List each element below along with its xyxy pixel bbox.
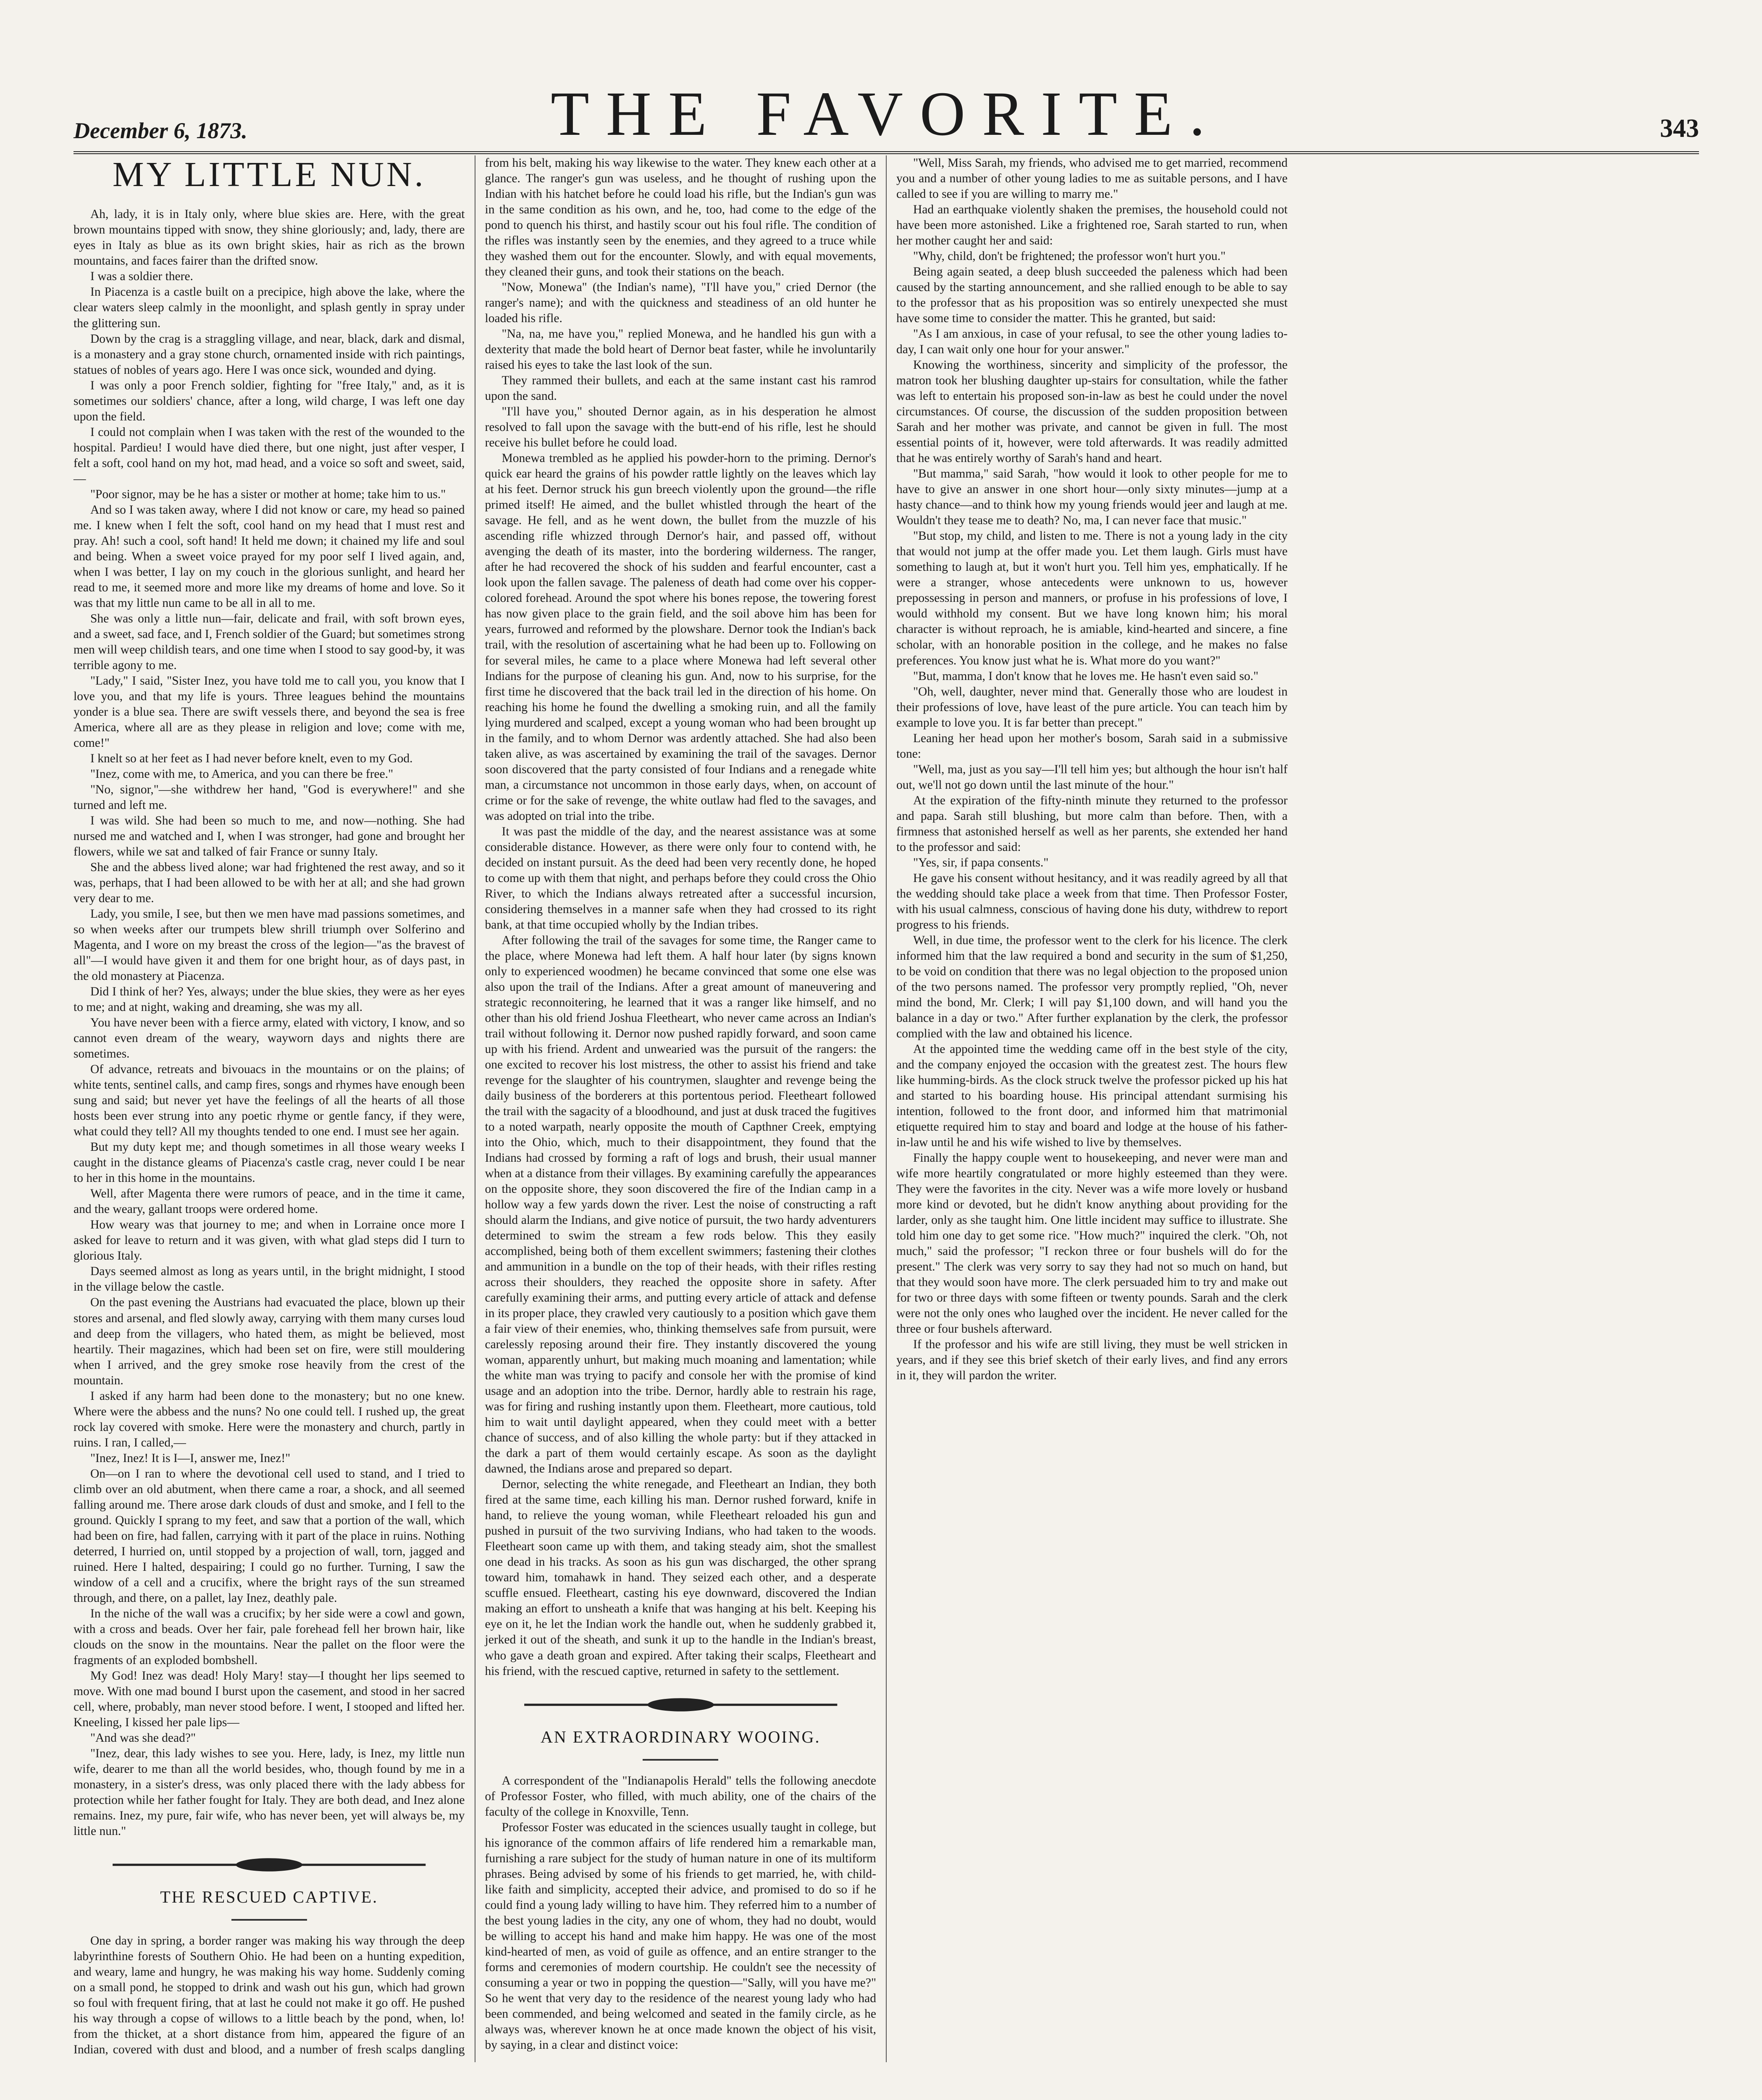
- article-paragraph: "And was she dead?": [90, 1731, 196, 1745]
- article-paragraph: One day in spring, a border ranger was making his way through the deep labyrinthine forests of Southern Ohio. He had been on a hunting expedition, and weary, lame and hungry, he was making his way home. Suddenly coming on a small pond, he stopped to drink and wash out his gun, which had grown so foul with frequent firing, that at last he could not make it go off. He pushed his way through a copse of willows to a little beach by the pond, when, lo! from the thicket, at a short distance from him, appeared the figure of an Indian, covered with dust and blood, and a number of fresh scalps dangling from his belt, making his way likewise to the water. They knew each other at a glance. The ranger's gun was useless, and he thought of rushing upon the Indian with his hatchet before he could load his rifle, but the Indian's gun was in the same condition as his own, and he, too, had come to the edge of the pond to quench his thirst, and hastily scour out his foul rifle. The condition of the rifles was instantly seen by the enemies, and they agreed to a truce while they washed them out for the encounter. Slowly, and with equal movements, they cleaned their guns, and took their stations on the beach.: [74, 156, 876, 2057]
- article-paragraph: "As I am anxious, in case of your refusal, to see the other young ladies to-day, I can wait only one hour for your answer.": [896, 327, 1288, 357]
- article-paragraph: Professor Foster was educated in the sciences usually taught in college, but his ignorance of the common affairs of life rendered him a remarkable man, furnishing a rare subject for the study of human nature in one of its multiform phrases. Being advised by some of his friends to get married, he, with child-like faith and simplicity, accepted their advice, and promised to do so if he could find a young lady willing to have him. They referred him to a number of the best young ladies in the city, any one of whom, they had no doubt, would be willing to accept his hand and make him happy. He was one of the most kind-hearted of men, as void of guile as offence, and an entire stranger to the forms and ceremonies of modern courtship. He couldn't see the necessity of consuming a year or two in popping the question—"Sally, will you have me?" So he went that very day to the residence of the nearest young lady who had been commended, and being welcomed and seated in the family circle, as he always was, wherever known he at once made known the object of his visit, by saying, in a clear and distinct voice:: [485, 1820, 876, 2052]
- article-columns: [74, 155, 1699, 2062]
- article-paragraph: On—on I ran to where the devotional cell used to stand, and I tried to climb over an old abutment, when there came a roar, a shock, and all seemed falling around me. There arose dark clouds of dust and smoke, and I fell to the ground. Quickly I sprang to my feet, and saw that a portion of the wall, which had been on fire, had fallen, carrying with it part of the place in ruins. Nothing deterred, I hurried on, until stopped by a projection of wall, torn, jagged and ruined. Here I halted, despairing; I could go no further. Turning, I saw the window of a cell and a crucifix, where the bright rays of the sun streamed through, and there, on a pallet, lay Inez, deathly pale.: [74, 1467, 465, 1605]
- article-paragraph: Lady, you smile, I see, but then we men have mad passions sometimes, and so when weeks after our trumpets blew shrill triumph over Solferino and Magenta, and I wore on my breast the cross of the legion—"as the bravest of all"—I would have given it and them for one bright hour, as of days past, in the old monastery at Piacenza.: [74, 907, 465, 983]
- masthead: [74, 71, 1699, 154]
- article-paragraph: "Inez, dear, this lady wishes to see you. Here, lady, is Inez, my little nun wife, dearer to me than all the world besides, who, though found by me in a monastery, in a sister's dress, was only placed there with the lady abbess for protection while her father fought for Italy. They are both dead, and Inez alone remains. Inez, my pure, fair wife, who has never been, yet will always be, my little nun.": [74, 1746, 465, 1838]
- article-paragraph: If the professor and his wife are still living, they must be well stricken in years, and if they see this brief sketch of their early lives, and find any errors in it, they will pardon the writer.: [896, 1338, 1288, 1383]
- title-rule: [231, 1919, 307, 1921]
- article-title: MY LITTLE NUN.: [112, 155, 426, 194]
- article-paragraph: Did I think of her? Yes, always; under the blue skies, they were as her eyes to me; and at night, waking and dreaming, she was my all.: [74, 985, 465, 1014]
- article-paragraph: "Yes, sir, if papa consents.": [913, 856, 1049, 869]
- article-paragraph: He gave his consent without hesitancy, and it was readily agreed by all that the wedding should take place a week from that time. Then Professor Foster, with his usual calmness, conscious of having done his duty, withdrew to report progress to his friends.: [896, 871, 1288, 932]
- article-paragraph: I was a soldier there.: [90, 270, 193, 284]
- article-paragraph: At the expiration of the fifty-ninth minute they returned to the professor and papa. Sarah still blushing, but more calm than before. Then, with a firmness that astonished herself as well as her parents, she extended her hand to the professor and said:: [896, 793, 1288, 854]
- article-paragraph: "Lady," I said, "Sister Inez, you have told me to call you, you know that I love you, and that my life is yours. Three leagues behind the mountains yonder is a blue sea. There are swift vessels there, and beyond the sea is free America, where all are as they please in religion and love; come with me, come!": [74, 674, 465, 750]
- article-paragraph: "Na, na, me have you," replied Monewa, and he handled his gun with a dexterity that made the bold heart of Dernor beat faster, while he involuntarily raised his eyes to take the last look of the sun.: [485, 327, 876, 372]
- article-paragraph: Days seemed almost as long as years until, in the bright midnight, I stood in the village below the castle.: [74, 1265, 465, 1294]
- article-paragraph: "Inez, Inez! It is I—I, answer me, Inez!": [90, 1451, 291, 1465]
- article-paragraph: How weary was that journey to me; and when in Lorraine once more I asked for leave to return and it was given, with what glad steps did I turn to glorious Italy.: [74, 1218, 465, 1263]
- article-title: AN EXTRAORDINARY WOOING.: [541, 1727, 821, 1746]
- article-paragraph: "But stop, my child, and listen to me. There is not a young lady in the city that would not jump at the offer made you. Let them laugh. Girls must have something to laugh at, but it won't hurt you. Tell him yes, emphatically. If he were a stranger, whose antecedents were unknown to us, however prepossessing in person and manners, or profuse in his professions of love, I would withhold my consent. But we have long known him; his moral character is without reproach, he is amiable, kind-hearted and sincere, a fine scholar, with an honorable position in the college, and he makes no false preferences. You know just what he is. What more do you want?": [896, 529, 1288, 667]
- article-paragraph: Being again seated, a deep blush succeeded the paleness which had been caused by the starting announcement, and she rallied enough to be able to say to the professor that as his proposition was so entirely unexpected she must have some time to consider the matter. This he granted, but said:: [896, 265, 1288, 326]
- issue-date: December 6, 1873.: [74, 118, 247, 143]
- title-rule: [643, 1759, 718, 1761]
- article-paragraph: Leaning her head upon her mother's bosom, Sarah said in a submissive tone:: [896, 731, 1288, 761]
- article-paragraph: I was only a poor French soldier, fighting for "free Italy," and, as it is sometimes our soldiers' chance, after a long, wild charge, I was left one day upon the field.: [74, 378, 465, 423]
- article-paragraph: At the appointed time the wedding came off in the best style of the city, and the company enjoyed the occasion with the greatest zest. The hours flew like humming-birds. As the clock struck twelve the professor picked up his hat and started to his boarding house. His principal attendant surmising his intention, followed to the front door, and informed him that matrimonial etiquette required him to stay and board and lodge at the house of his father-in-law until he and his wife wished to live by themselves.: [896, 1042, 1288, 1149]
- article-paragraph: Finally the happy couple went to housekeeping, and never were man and wife more heartily congratulated or more highly esteemed than they were. They were the favorites in the city. Never was a wife more lovely or husband more kind or devoted, but he didn't know anything about providing for the larder, only as she taught him. One little incident may suffice to illustrate. She told him one day to get some rice. "How much?" inquired the clerk. "Oh, not much," said the professor; "I reckon three or four bushels will do for the present." The clerk was very sorry to say they had not so much on hand, but that they would soon have more. The clerk persuaded him to try and make out for two or three days with some fifteen or twenty pounds. Sarah and the clerk were not the only ones who laughed over the incident. He never called for the three or four bushels afterward.: [896, 1151, 1288, 1336]
- article-paragraph: She and the abbess lived alone; war had frightened the rest away, and so it was, perhaps, that I had been allowed to be with her at all; and she had grown very dear to me.: [74, 861, 465, 906]
- article-paragraph: "Inez, come with me, to America, and you can there be free.": [90, 767, 394, 781]
- article-paragraph: "But mamma," said Sarah, "how would it look to other people for me to have to give an answer in one short hour—only sixty minutes—jump at a hasty chance—and to think how my young friends would jeer and laugh at me. Wouldn't they tease me to death? No, ma, I can never face that music.": [896, 467, 1288, 528]
- article-paragraph: "But, mamma, I don't know that he loves me. He hasn't even said so.": [913, 669, 1259, 683]
- article-paragraph: Monewa trembled as he applied his powder-horn to the priming. Dernor's quick ear heard the grains of his powder rattle lightly on the leaves which lay at his feet. Dernor struck his gun breech violently upon the ground—the rifle primed itself! He aimed, and the bullet whistled through the heart of the savage. He fell, and as he went down, the bullet from the muzzle of his ascending rifle whizzed through Dernor's hair, and passed off, without avenging the death of its master, into the bordering wilderness. The ranger, after he had recovered the shock of his sudden and fearful encounter, cast a look upon the fallen savage. The paleness of death had come over his copper-colored forehead. Around the spot where his bones repose, the towering forest has now given place to the grain field, and the soil above him has been for years, furrowed and reformed by the plowshare. Dernor took the Indian's back trail, with the resolution of ascertaining what he had been up to. Following on for several miles, he came to a place where Monewa had left several other Indians for the purpose of cleaning his gun. And, now to his surprise, for the first time he discovered that the back trail led in the direction of his home. On reaching his home he found the dwelling a smoking ruin, and all the family lying murdered and scalped, except a young woman who had been brought up in the family, and to whom Dernor was ardently attached. She had also been taken alive, as was ascertained by examining the trail of the savages. Dernor soon discovered that the party consisted of four Indians and a renegade white man, a circumstance not uncommon in those early days, when, on account of crime or for the sake of revenge, the white outlaw had fled to the savages, and was adopted on trial into the tribe.: [485, 452, 876, 823]
- ornamental-rule: [74, 1850, 465, 1880]
- article-paragraph: Ah, lady, it is in Italy only, where blue skies are. Here, with the great brown mountains tipped with snow, they shine gloriously; and, lady, there are eyes in Italy as blue as its own bright skies, hair as rich as the brown mountains, and faces fairer than the drifted snow.: [74, 207, 465, 268]
- article-paragraph: In the niche of the wall was a crucifix; by her side were a cowl and gown, with a cross and beads. Over her fair, pale forehead fell her brown hair, like clouds on the snow in the mountains. Near the pallet on the floor were the fragments of an exploded bombshell.: [74, 1606, 465, 1667]
- article-paragraph: "Why, child, don't be frightened; the professor won't hurt you.": [913, 249, 1226, 263]
- article-paragraph: "Poor signor, may be he has a sister or mother at home; take him to us.": [90, 487, 446, 501]
- article-paragraph: My God! Inez was dead! Holy Mary! stay—I thought her lips seemed to move. With one mad bound I burst upon the casement, and stood in her sacred cell, where, probably, man never stood before. I went, I stooped and lifted her. Kneeling, I kissed her pale lips—: [74, 1669, 465, 1729]
- article-paragraph: I could not complain when I was taken with the rest of the wounded to the hospital. Pardieu! I would have died there, but one night, just after vesper, I felt a soft, cool hand on my hot, mad head, and a voice so soft and sweet, said,—: [74, 425, 465, 486]
- article-paragraph: I asked if any harm had been done to the monastery; but no one knew. Where were the abbess and the nuns? No one could tell. I rushed up, the great rock lay covered with smoke. Here were the monastery and church, partly in ruins. I ran, I called,—: [74, 1389, 465, 1449]
- article-paragraph: "No, signor,"—she withdrew her hand, "God is everywhere!" and she turned and left me.: [74, 782, 465, 812]
- article-paragraph: Had an earthquake violently shaken the premises, the household could not have been more astonished. Like a frightened roe, Sarah started to run, when her mother caught her and said:: [896, 203, 1288, 248]
- article-paragraph: Down by the crag is a straggling village, and near, black, dark and dismal, is a monastery and a gray stone church, ornamented inside with rich paintings, statues of nobles of years ago. Here I was once sick, wounded and dying.: [74, 332, 465, 377]
- article-paragraph: I knelt so at her feet as I had never before knelt, even to my God.: [90, 751, 413, 765]
- article-paragraph: "I'll have you," shouted Dernor again, as in his desperation he almost resolved to fall upon the savage with the butt-end of his rifle, lest he should receive his bullet before he could load.: [485, 405, 876, 450]
- article-paragraph: A correspondent of the "Indianapolis Herald" tells the following anecdote of Professor Foster, who filled, with much ability, one of the chairs of the faculty of the college in Knoxville, Tenn.: [485, 1774, 876, 1819]
- article-paragraph: But my duty kept me; and though sometimes in all those weary weeks I caught in the distance gleams of Piacenza's castle crag, never could I be near to her in this home in the mountains.: [74, 1140, 465, 1185]
- article-paragraph: Of advance, retreats and bivouacs in the mountains or on the plains; of white tents, sentinel calls, and camp fires, songs and rhymes have enough been sung and said; but never yet have the feelings of all the hearts of all those hosts been ever strung into any poetic rhyme or gentle fancy, if they were, what could they tell? All my thoughts tended to one end. I must see her again.: [74, 1063, 465, 1139]
- article-paragraph: "Well, Miss Sarah, my friends, who advised me to get married, recommend you and a number of other young ladies to me as suitable persons, and I have called to see if you are willing to marry me.": [896, 156, 1288, 201]
- article-paragraph: "Well, ma, just as you say—I'll tell him yes; but although the hour isn't half out, we'll not go down until the last minute of the hour.": [896, 762, 1288, 792]
- article-paragraph: Dernor, selecting the white renegade, and Fleetheart an Indian, they both fired at the same time, each killing his man. Dernor rushed forward, knife in hand, to relieve the young woman, while Fleetheart reloaded his gun and pushed in pursuit of the two surviving Indians, who had taken to the woods. Fleetheart soon came up with them, and taking steady aim, shot the smallest one dead in his tracks. As soon as his gun was discharged, the other sprang toward him, tomahawk in hand. They seized each other, and a desperate scuffle ensued. Fleetheart, casting his eye downward, discovered the Indian making an effort to unsheath a knife that was hanging at his belt. Keeping his eye on it, he let the Indian work the handle out, when he suddenly grabbed it, jerked it out of the sheath, and sunk it up to the handle in the Indian's breast, who gave a death groan and expired. After taking their scalps, Fleetheart and his friend, with the rescued captive, returned in safety to the settlement.: [485, 1478, 876, 1678]
- article-title: THE RESCUED CAPTIVE.: [160, 1887, 378, 1907]
- article-paragraph: She was only a little nun—fair, delicate and frail, with soft brown eyes, and a sweet, sad face, and I, French soldier of the Guard; but sometimes strong men will weep childish tears, and one time when I stood to say good-by, it was terrible agony to me.: [74, 612, 465, 672]
- newspaper-title: THE FAVORITE.: [551, 79, 1222, 149]
- article-paragraph: Well, in due time, the professor went to the clerk for his licence. The clerk informed him that the law required a bond and security in the sum of $1,250, to be void on condition that there was no legal objection to the proposed union of the two persons named. The professor very promptly replied, "Oh, never mind the bond, Mr. Clerk; I will pay $1,100 down, and will hand you the balance in a day or two." After further explanation by the clerk, the professor complied with the law and obtained his licence.: [896, 933, 1288, 1040]
- article-paragraph: You have never been with a fierce army, elated with victory, I know, and so cannot even dream of the weary, wayworn days and nights there are sometimes.: [74, 1016, 465, 1061]
- article-paragraph: "Oh, well, daughter, never mind that. Generally those who are loudest in their professions of love, have least of the pure article. You can teach him by example to love you. It is far better than precept.": [896, 685, 1288, 730]
- article-paragraph: I was wild. She had been so much to me, and now—nothing. She had nursed me and watched and I, when I was stronger, had gone and brought her flowers, while we sat and talked of fair France or sunny Italy.: [74, 814, 465, 859]
- page-number: 343: [1660, 114, 1699, 143]
- article-my-little-nun: [74, 207, 465, 1839]
- ornamental-rule: [485, 1690, 877, 1719]
- article-paragraph: In Piacenza is a castle built on a precipice, high above the lake, where the clear waters sleep calmly in the moonlight, and splash gently in spray under the glittering sun.: [74, 285, 465, 330]
- article-paragraph: They rammed their bullets, and each at the same instant cast his ramrod upon the sand.: [485, 374, 876, 403]
- article-paragraph: "Now, Monewa" (the Indian's name), "I'll have you," cried Dernor (the ranger's name); and with the quickness and steadiness of an old hunter he loaded his rifle.: [485, 281, 876, 326]
- article-paragraph: It was past the middle of the day, and the nearest assistance was at some considerable distance. However, as there were only four to contend with, he decided on instant pursuit. As the deed had been very recently done, he hoped to come up with them that night, and perhaps before they could cross the Ohio River, to which the Indians always retreated after a successful incursion, considering themselves in a manner safe when they had crossed to its right bank, at that time occupied wholly by the Indian tribes.: [485, 824, 876, 932]
- article-paragraph: Well, after Magenta there were rumors of peace, and in the time it came, and the weary, gallant troops were ordered home.: [74, 1187, 465, 1216]
- article-paragraph: After following the trail of the savages for some time, the Ranger came to the place, where Monewa had left them. A half hour later (by signs known only to experienced woodmen) he became convinced that some one else was also upon the trail of the Indians. After a great amount of maneuvering and strategic reconnoitering, he learned that it was a ranger like himself, and no other than his old friend Joshua Fleetheart, who never came across an Indian's trail without following it. Dernor now pushed rapidly forward, and soon came up with his friend. Ardent and unwearied was the pursuit of the rangers: the one excited to recover his lost mistress, the other to assist his friend and take revenge for the slaughter of his countrymen, slaughter and revenge being the daily business of the borderers at this portentous period. Fleetheart followed the trail with the sagacity of a bloodhound, and just at dusk traced the fugitives to a noted warpath, nearly opposite the mouth of Capthner Creek, emptying into the Ohio, which, much to their disappointment, they found that the Indians had crossed by forming a raft of logs and brush, their usual manner when at a distance from their villages. By examining carefully the appearances on the opposite shore, they soon discovered the fire of the Indian camp in a hollow way a few yards down the river. Lest the noise of constructing a raft should alarm the Indians, and give notice of pursuit, the two hardy adventurers determined to swim the stream a few rods below. This they easily accomplished, being both of them excellent swimmers; fastening their clothes and ammunition in a bundle on the top of their heads, with their rifles resting across their shoulders, they reached the opposite shore in safety. After carefully examining their arms, and putting every article of attack and defense in its proper place, they crawled very cautiously to a position which gave them a fair view of their enemies, who, thinking themselves safe from pursuit, were carelessly reposing around their fire. They instantly discovered the young woman, apparently unhurt, but making much moaning and lamentation; while the white man was trying to pacify and console her with the promise of kind usage and an adoption into the tribe. Dernor, hardly able to restrain his rage, was for firing and rushing instantly upon them. Fleetheart, more cautious, told him to wait until daylight appeared, when they could meet with a better chance of success, and of also killing the whole party: but if they attacked in the dark a part of them would certainly escape. As soon as the daylight dawned, the Indians arose and prepared so depart.: [485, 933, 876, 1476]
- article-paragraph: And so I was taken away, where I did not know or care, my head so pained me. I knew when I felt the soft, cool hand on my head that I must rest and pray. Ah! such a cool, soft hand! It held me down; it chained my life and soul and being. When a sweet voice prayed for my poor self I lived again, and, when I was better, I lay on my couch in the glorious sunlight, and heard her read to me, it seemed more and more like my dreams of home and love. So it was that my little nun came to be all in all to me.: [74, 503, 465, 610]
- article-paragraph: Knowing the worthiness, sincerity and simplicity of the professor, the matron took her blushing daughter up-stairs for consultation, while the father was left to entertain his proposed son-in-law as best he could under the novel circumstances. Of course, the discussion of the sudden proposition between Sarah and her mother was private, and cannot be given in full. The most essential points of it, however, were told afterwards. It was readily admitted that he was entirely worthy of Sarah's hand and heart.: [896, 358, 1288, 465]
- article-paragraph: On the past evening the Austrians had evacuated the place, blown up their stores and arsenal, and fled slowly away, carrying with them many curses loud and deep from the villagers, who hated them, as might be believed, most heartily. Their magazines, which had been set on fire, were still mouldering when I arrived, and the grey smoke rose heavily from the crest of the mountain.: [74, 1296, 465, 1387]
